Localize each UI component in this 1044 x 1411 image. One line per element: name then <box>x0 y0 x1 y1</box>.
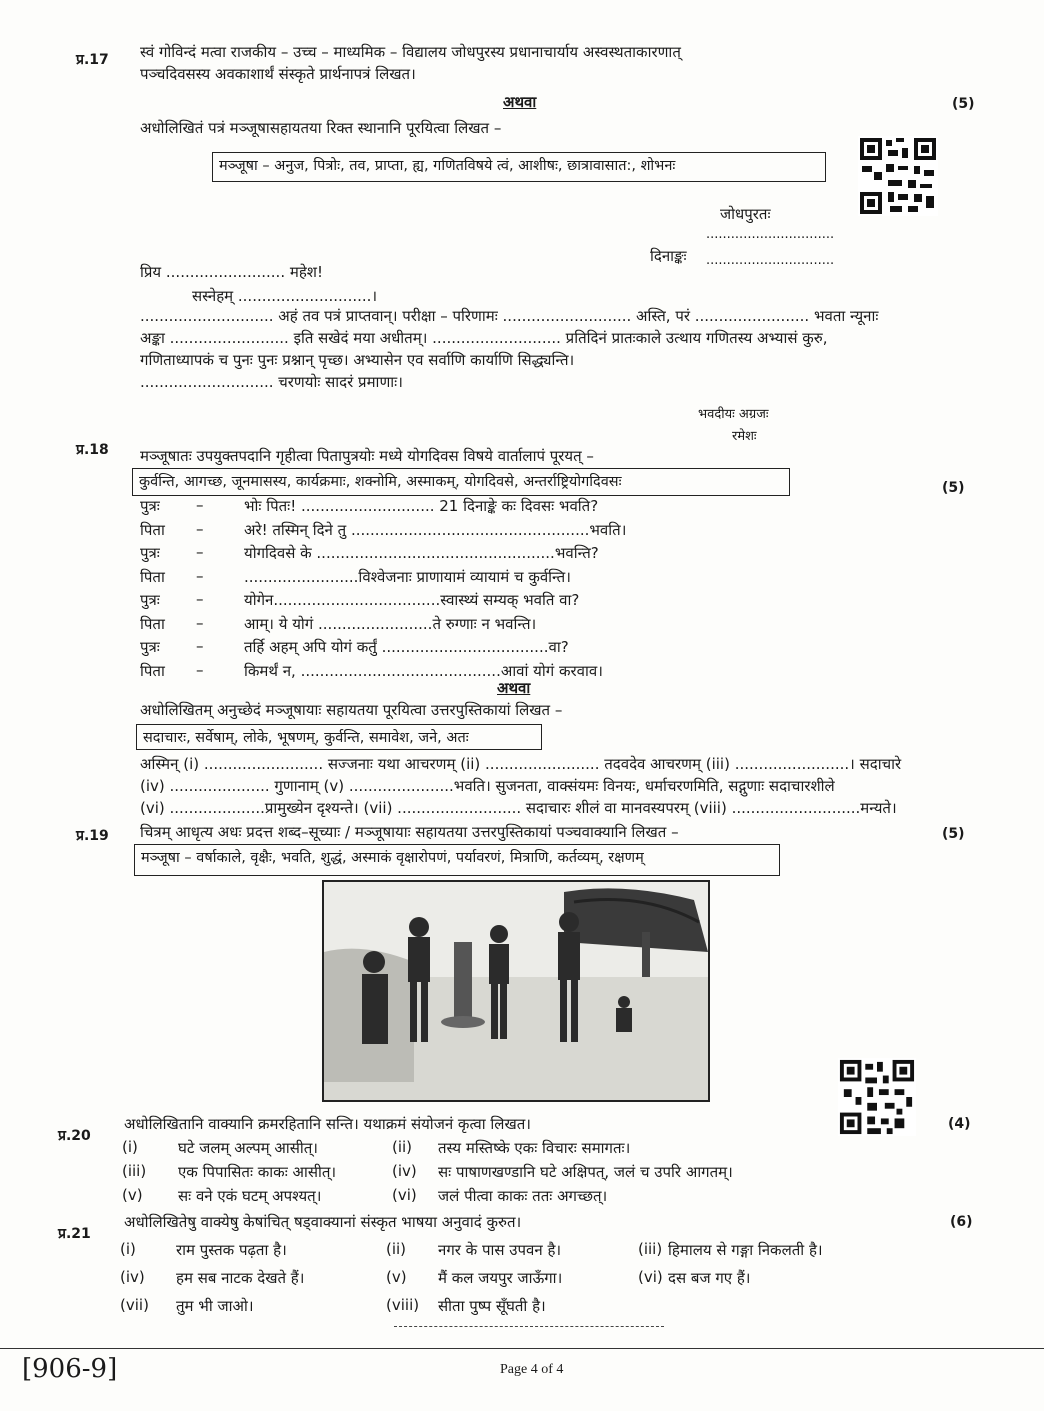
q20-item-number: (ii) <box>392 1138 413 1156</box>
q20-item-number: (vi) <box>392 1186 417 1204</box>
q21-instruction: अधोलिखितेषु वाक्येषु केषांचित् षड्वाक्यानां संस्कृत भाषया अनुवादं कुरुत। <box>124 1213 522 1231</box>
q18-athava: अथवा <box>497 679 531 697</box>
question-number-17: प्र.17 <box>76 52 109 68</box>
page-number: Page 4 of 4 <box>500 1362 564 1377</box>
q20-marks: (4) <box>948 1116 971 1132</box>
q17-marks: (5) <box>952 96 975 112</box>
letter-sign-line2: रमेशः <box>732 429 757 444</box>
letter-place: जोधपुरतः <box>720 205 771 223</box>
letter-line-2: अङ्का ......................... इति सखेदं मया अधीतम्। ........................... प्रतिदिनं प्रातःकाले उत्थाय गणितस्य अभ्यासं कुरु, <box>140 329 828 347</box>
q21-item-text: राम पुस्तक पढ़ता है। <box>176 1241 287 1259</box>
dialogue-speaker: पिता <box>140 662 165 680</box>
paper-code: [906-9] <box>22 1354 118 1384</box>
dialogue-dash: – <box>196 567 204 585</box>
q20-item-text: एक पिपासितः काकः आसीत्। <box>178 1163 337 1181</box>
dialogue-text: अरे! तस्मिन् दिने तु ..................................................भवति। <box>244 521 627 539</box>
q18-word-box-2 <box>136 724 542 750</box>
q21-item-text: मैं कल जयपुर जाऊँगा। <box>438 1269 563 1287</box>
dialogue-dash: – <box>196 520 204 538</box>
q21-item-number: (i) <box>120 1240 136 1258</box>
paragraph-line-2: (iv) ..................... गुणानाम् (v) ......................भवति। सुजनता, वाक्संयमः विनयः, धर्माचरणमिति, सद्गुणाः सदाचारशीले <box>140 777 835 795</box>
dialogue-speaker: पिता <box>140 615 165 633</box>
letter-place-blank: ............................... <box>706 227 835 242</box>
q20-item-number: (iii) <box>122 1162 147 1180</box>
q20-item-text: सः वने एकं घटम् अपश्यत्। <box>178 1187 322 1205</box>
q21-item-number: (v) <box>386 1268 407 1286</box>
q20-item-number: (i) <box>122 1138 138 1156</box>
question-number-21: प्र.21 <box>58 1226 91 1242</box>
letter-line-3: गणिताध्यापकं च पुनः पुनः प्रश्नान् पृच्छ। अभ्यासेन एव सर्वाणि कार्याणि सिद्ध्यन्ति। <box>140 351 575 369</box>
q20-item-text: सः पाषाणखण्डानि घटे अक्षिपत्, जलं च उपरि आगतम्। <box>438 1163 733 1181</box>
paragraph-line-1: अस्मिन् (i) ......................... सज्जनाः यथा आचरणम् (ii) ........................ तदवदेव आचरणम् (iii) ........................। सदाचारे <box>140 755 902 773</box>
q18-marks: (5) <box>942 480 965 496</box>
letter-line-4: ............................ चरणयोः सादरं प्रमाणाः। <box>140 373 403 391</box>
q18-word-box <box>132 468 790 496</box>
q17-prompt-line2: पञ्चदिवसस्य अवकाशार्थं संस्कृते प्रार्थनापत्रं लिखत। <box>140 65 416 83</box>
q17-prompt-line1: स्वं गोविन्दं मत्वा राजकीय – उच्च – माध्यमिक – विद्यालय जोधपुरस्य प्रधानाचार्याय अस्वस्थताकारणात् <box>140 43 681 61</box>
paragraph-line-3: (vi) ....................प्रामुख्येन दृश्यन्ते। (vii) .......................... सदाचारः शीलं वा मानवस्यपरम् (viii) ...........................मन्यते। <box>140 799 897 817</box>
letter-date-label: दिनाङ्कः <box>650 247 687 265</box>
q20-item-number: (v) <box>122 1186 143 1204</box>
letter-line-1: ............................ अहं तव पत्रं प्राप्तवान्। परीक्षा – परिणामः ........................... अस्ति, परं ........................ भवता न्यूनाः <box>140 307 879 325</box>
q21-item-number: (vii) <box>120 1296 149 1314</box>
q19-marks: (5) <box>942 826 965 842</box>
q21-item-number: (vi) <box>638 1268 663 1286</box>
footer-rule <box>0 1348 1044 1349</box>
q21-item-text: तुम भी जाओ। <box>176 1297 254 1315</box>
dialogue-text: तर्हि अहम् अपि योगं कर्तुं ...................................वा? <box>244 638 569 656</box>
q19-word-box <box>134 844 780 876</box>
dialogue-dash: – <box>196 661 204 679</box>
dialogue-speaker: पुत्रः <box>140 638 160 656</box>
q21-item-text: दस बज गए हैं। <box>668 1269 751 1287</box>
qr-code-icon <box>838 1058 916 1136</box>
q17-manjusha: मञ्जूषा – अनुज, पित्रोः, तव, प्राप्ता, ह्य, गणितविषये त्वं, आशीषः, छात्रावासात:, शोभनः <box>219 158 676 174</box>
q18-instruction-2: अधोलिखितम् अनुच्छेदं मञ्जूषायाः सहायतया पूरयित्वा उत्तरपुस्तिकायां लिखत – <box>140 701 563 719</box>
q18-instruction: मञ्जूषातः उपयुक्तपदानि गृहीत्वा पितापुत्रयोः मध्ये योगदिवस विषये वार्तालापं पूरयत् – <box>140 447 594 465</box>
q21-item-number: (iii) <box>638 1240 663 1258</box>
dialogue-dash: – <box>196 637 204 655</box>
letter-sign-line1: भवदीयः अग्रजः <box>698 407 769 422</box>
dialogue-speaker: पुत्रः <box>140 497 160 515</box>
dialogue-dash: – <box>196 496 204 514</box>
dialogue-text: भोः पितः! ............................ 21 दिनाङ्के कः दिवसः भवति? <box>244 497 599 515</box>
q18-manjusha: कुर्वन्ति, आगच्छ, जूनमासस्य, कार्यक्रमाः, शक्नोमि, अस्माकम्, योगदिवसे, अन्तर्राष्ट्रियोगदिवसः <box>139 474 622 490</box>
dialogue-dash: – <box>196 614 204 632</box>
q21-item-number: (iv) <box>120 1268 145 1286</box>
q19-manjusha: मञ्जूषा – वर्षाकाले, वृक्षैः, भवति, शुद्धं, अस्माकं वृक्षारोपणं, पर्यावरणं, मित्राणि, कर्तव्यम्, रक्षणम् <box>141 850 644 866</box>
q17-instruction: अधोलिखितं पत्रं मञ्जूषासहायतया रिक्त स्थानानि पूरयित्वा लिखत – <box>140 119 502 137</box>
question-number-20: प्र.20 <box>58 1128 91 1144</box>
q17-athava: अथवा <box>503 93 537 111</box>
dialogue-text: ........................विश्वेजनाः प्राणायामं व्यायामं च कुर्वन्ति। <box>244 568 571 586</box>
q21-item-text: सीता पुष्प सूँघती है। <box>438 1297 546 1315</box>
q18-manjusha-2: सदाचारः, सर्वेषाम्, लोके, भूषणम्, कुर्वन्ति, समावेश, जने, अतः <box>143 730 469 746</box>
end-divider <box>394 1326 664 1327</box>
q20-item-number: (iv) <box>392 1162 417 1180</box>
dialogue-dash: – <box>196 590 204 608</box>
dialogue-speaker: पिता <box>140 568 165 586</box>
q21-item-number: (viii) <box>386 1296 420 1314</box>
q20-item-text: तस्य मस्तिष्के एकः विचारः समागतः। <box>438 1139 631 1157</box>
tree-planting-illustration <box>322 880 710 1102</box>
letter-salutation: प्रिय ......................... महेश! <box>140 263 324 281</box>
q21-marks: (6) <box>950 1214 973 1230</box>
dialogue-text: योगदिवसे के ..................................................भवन्ति? <box>244 544 599 562</box>
q20-item-text: घटे जलम् अल्पम् आसीत्। <box>178 1139 318 1157</box>
question-number-19: प्र.19 <box>76 828 109 844</box>
q20-item-text: जलं पीत्वा काकः ततः अगच्छत्। <box>438 1187 608 1205</box>
letter-date-blank: ............................... <box>706 253 835 268</box>
q21-item-text: नगर के पास उपवन है। <box>438 1241 562 1259</box>
qr-code-icon <box>858 136 938 216</box>
q20-instruction: अधोलिखितानि वाक्यानि क्रमरहितानि सन्ति। यथाक्रमं संयोजनं कृत्वा लिखत। <box>124 1115 531 1133</box>
dialogue-dash: – <box>196 543 204 561</box>
question-number-18: प्र.18 <box>76 442 109 458</box>
dialogue-text: किमर्थं न, ..........................................आवां योगं करवाव। <box>244 662 603 680</box>
q19-instruction: चित्रम् आधृत्य अधः प्रदत्त शब्द–सूच्याः / मञ्जूषायाः सहायतया उत्तरपुस्तिकायां पञ्चवाक्यानि लिखत – <box>140 823 679 841</box>
q21-item-number: (ii) <box>386 1240 407 1258</box>
dialogue-speaker: पिता <box>140 521 165 539</box>
letter-sasneham: सस्नेहम् ............................। <box>192 287 378 305</box>
dialogue-speaker: पुत्रः <box>140 591 160 609</box>
dialogue-text: योगेन...................................स्वास्थ्यं सम्यक् भवति वा? <box>244 591 580 609</box>
dialogue-text: आम्। ये योगं ........................ते रुग्णाः न भवन्ति। <box>244 615 537 633</box>
dialogue-speaker: पुत्रः <box>140 544 160 562</box>
q21-item-text: हिमालय से गङ्गा निकलती है। <box>668 1241 823 1259</box>
q17-word-box <box>212 152 826 182</box>
q21-item-text: हम सब नाटक देखते हैं। <box>176 1269 305 1287</box>
